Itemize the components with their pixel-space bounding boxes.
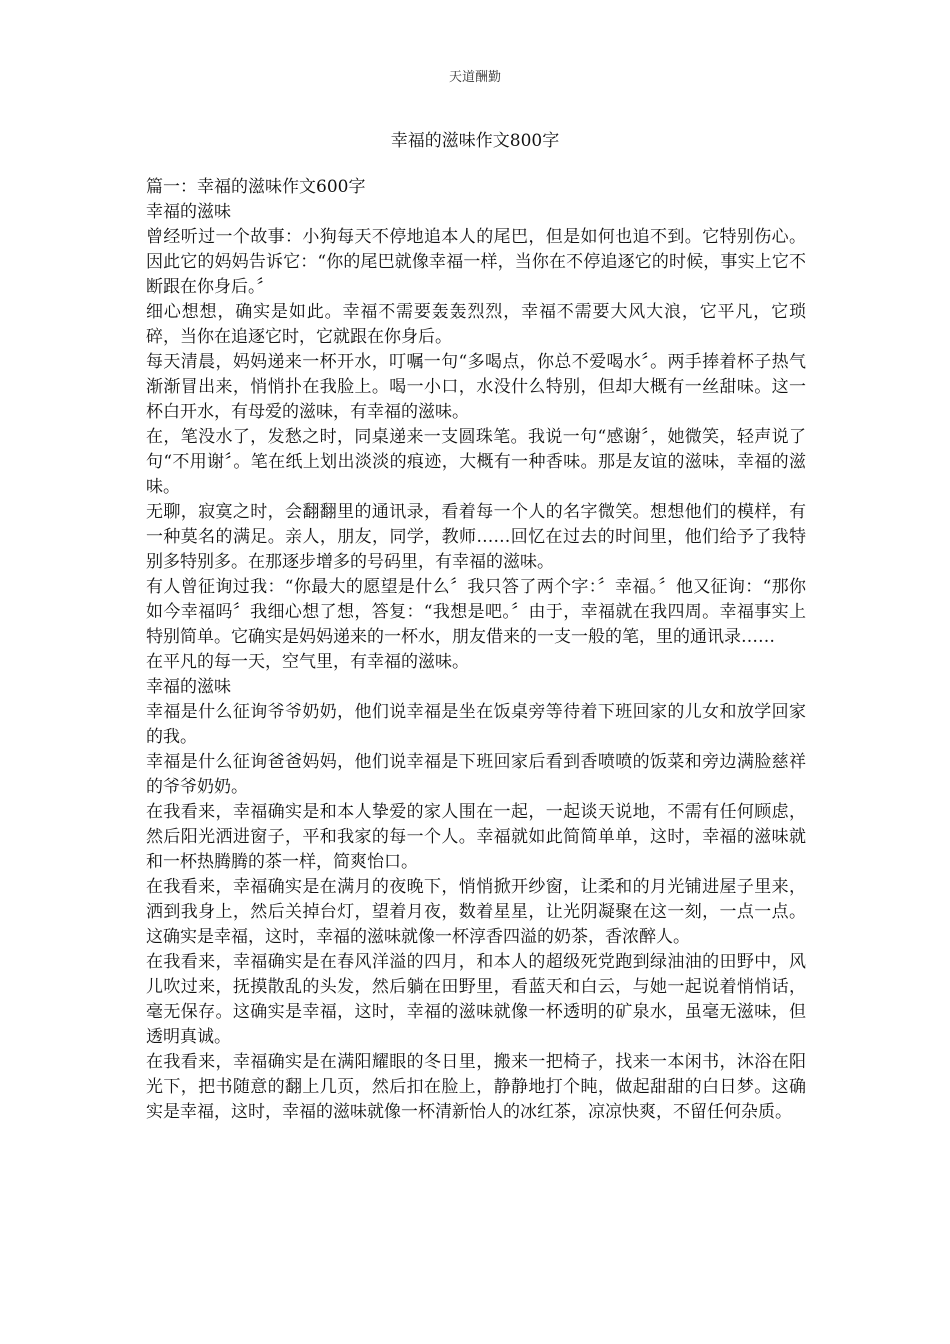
paragraph: 幸福是什么征询爷爷奶奶，他们说幸福是坐在饭桌旁等待着下班回家的儿女和放学回家的我。 [146, 702, 806, 747]
page-header: 天道酬勤 [448, 70, 501, 85]
paragraph: 在我看来，幸福确实是在春风洋溢的四月，和本人的超级死党跑到绿油油的田野中，风儿吹过来，抚摸散乱的头发，然后躺在田野里，看蓝天和白云，与她一起说着悄悄话，毫无保存。这确实是幸福，这时，幸福的滋味就像一杯透明的矿泉水，虽毫无滋味，但透明真诚。 [146, 952, 806, 1047]
document-title: 幸福的滋味作文800字 [390, 131, 560, 151]
paragraph: 在我看来，幸福确实是在满月的夜晚下，悄悄掀开纱窗，让柔和的月光铺进屋子里来，洒到我身上，然后关掉台灯，望着月夜，数着星星，让光阴凝聚在这一刻，一点一点。这确实是幸福，这时，幸福的滋味就像一杯淳香四溢的奶茶，香浓醉人。 [146, 877, 806, 947]
paragraph: 细心想想，确实是如此。幸福不需要轰轰烈烈，幸福不需要大风大浪，它平凡，它琐碎，当你在追逐它时，它就跟在你身后。 [146, 302, 806, 347]
paragraph: 幸福是什么征询爸爸妈妈，他们说幸福是下班回家后看到香喷喷的饭菜和旁边满脸慈祥的爷爷奶奶。 [146, 752, 806, 797]
paragraph: 无聊，寂寞之时，会翻翻里的通讯录，看着每一个人的名字微笑。想想他们的模样，有一种莫名的满足。亲人，朋友，同学，教师……回忆在过去的时间里，他们给予了我特别多特别多。在那逐步增多的号码里，有幸福的滋味。 [146, 502, 806, 572]
document-body [146, 175, 806, 1125]
paragraph: 在平凡的每一天，空气里，有幸福的滋味。 [146, 652, 469, 672]
paragraph: 有人曾征询过我：“你最大的愿望是什么〞我只答了两个字：〞幸福。〞他又征询：“那你如今幸福吗〞我细心想了想，答复：“我想是吧。〞由于，幸福就在我四周。幸福事实上特别简单。它确实是妈妈递来的一杯水，朋友借来的一支一般的笔，里的通讯录…… [146, 577, 806, 647]
paragraph: 每天清晨，妈妈递来一杯开水，叮嘱一句“多喝点，你总不爱喝水〞。两手捧着杯子热气渐渐冒出来，悄悄扑在我脸上。喝一小口，水没什么特别，但却大概有一丝甜味。这一杯白开水，有母爱的滋味，有幸福的滋味。 [146, 352, 806, 422]
subheading: 幸福的滋味 [146, 202, 231, 222]
paragraph: 在我看来，幸福确实是在满阳耀眼的冬日里，搬来一把椅子，找来一本闲书，沐浴在阳光下，把书随意的翻上几页，然后扣在脸上，静静地打个盹，做起甜甜的白日梦。这确实是幸福，这时，幸福的滋味就像一杯清新怡人的冰红茶，凉凉快爽，不留任何杂质。 [146, 1052, 806, 1122]
section-heading: 篇一：幸福的滋味作文600字 [146, 177, 366, 197]
paragraph: 在我看来，幸福确实是和本人挚爱的家人围在一起，一起谈天说地，不需有任何顾虑，然后阳光洒进窗子，平和我家的每一个人。幸福就如此简简单单，这时，幸福的滋味就和一杯热腾腾的茶一样，简爽怡口。 [146, 802, 806, 872]
paragraph: 在，笔没水了，发愁之时，同桌递来一支圆珠笔。我说一句“感谢〞，她微笑，轻声说了句“不用谢〞。笔在纸上划出淡淡的痕迹，大概有一种香味。那是友谊的滋味，幸福的滋味。 [146, 427, 806, 497]
subheading: 幸福的滋味 [146, 677, 231, 697]
paragraph: 曾经听过一个故事：小狗每天不停地追本人的尾巴，但是如何也追不到。它特别伤心。因此它的妈妈告诉它：“你的尾巴就像幸福一样，当你在不停追逐它的时候，事实上它不断跟在你身后。〞 [146, 227, 806, 297]
